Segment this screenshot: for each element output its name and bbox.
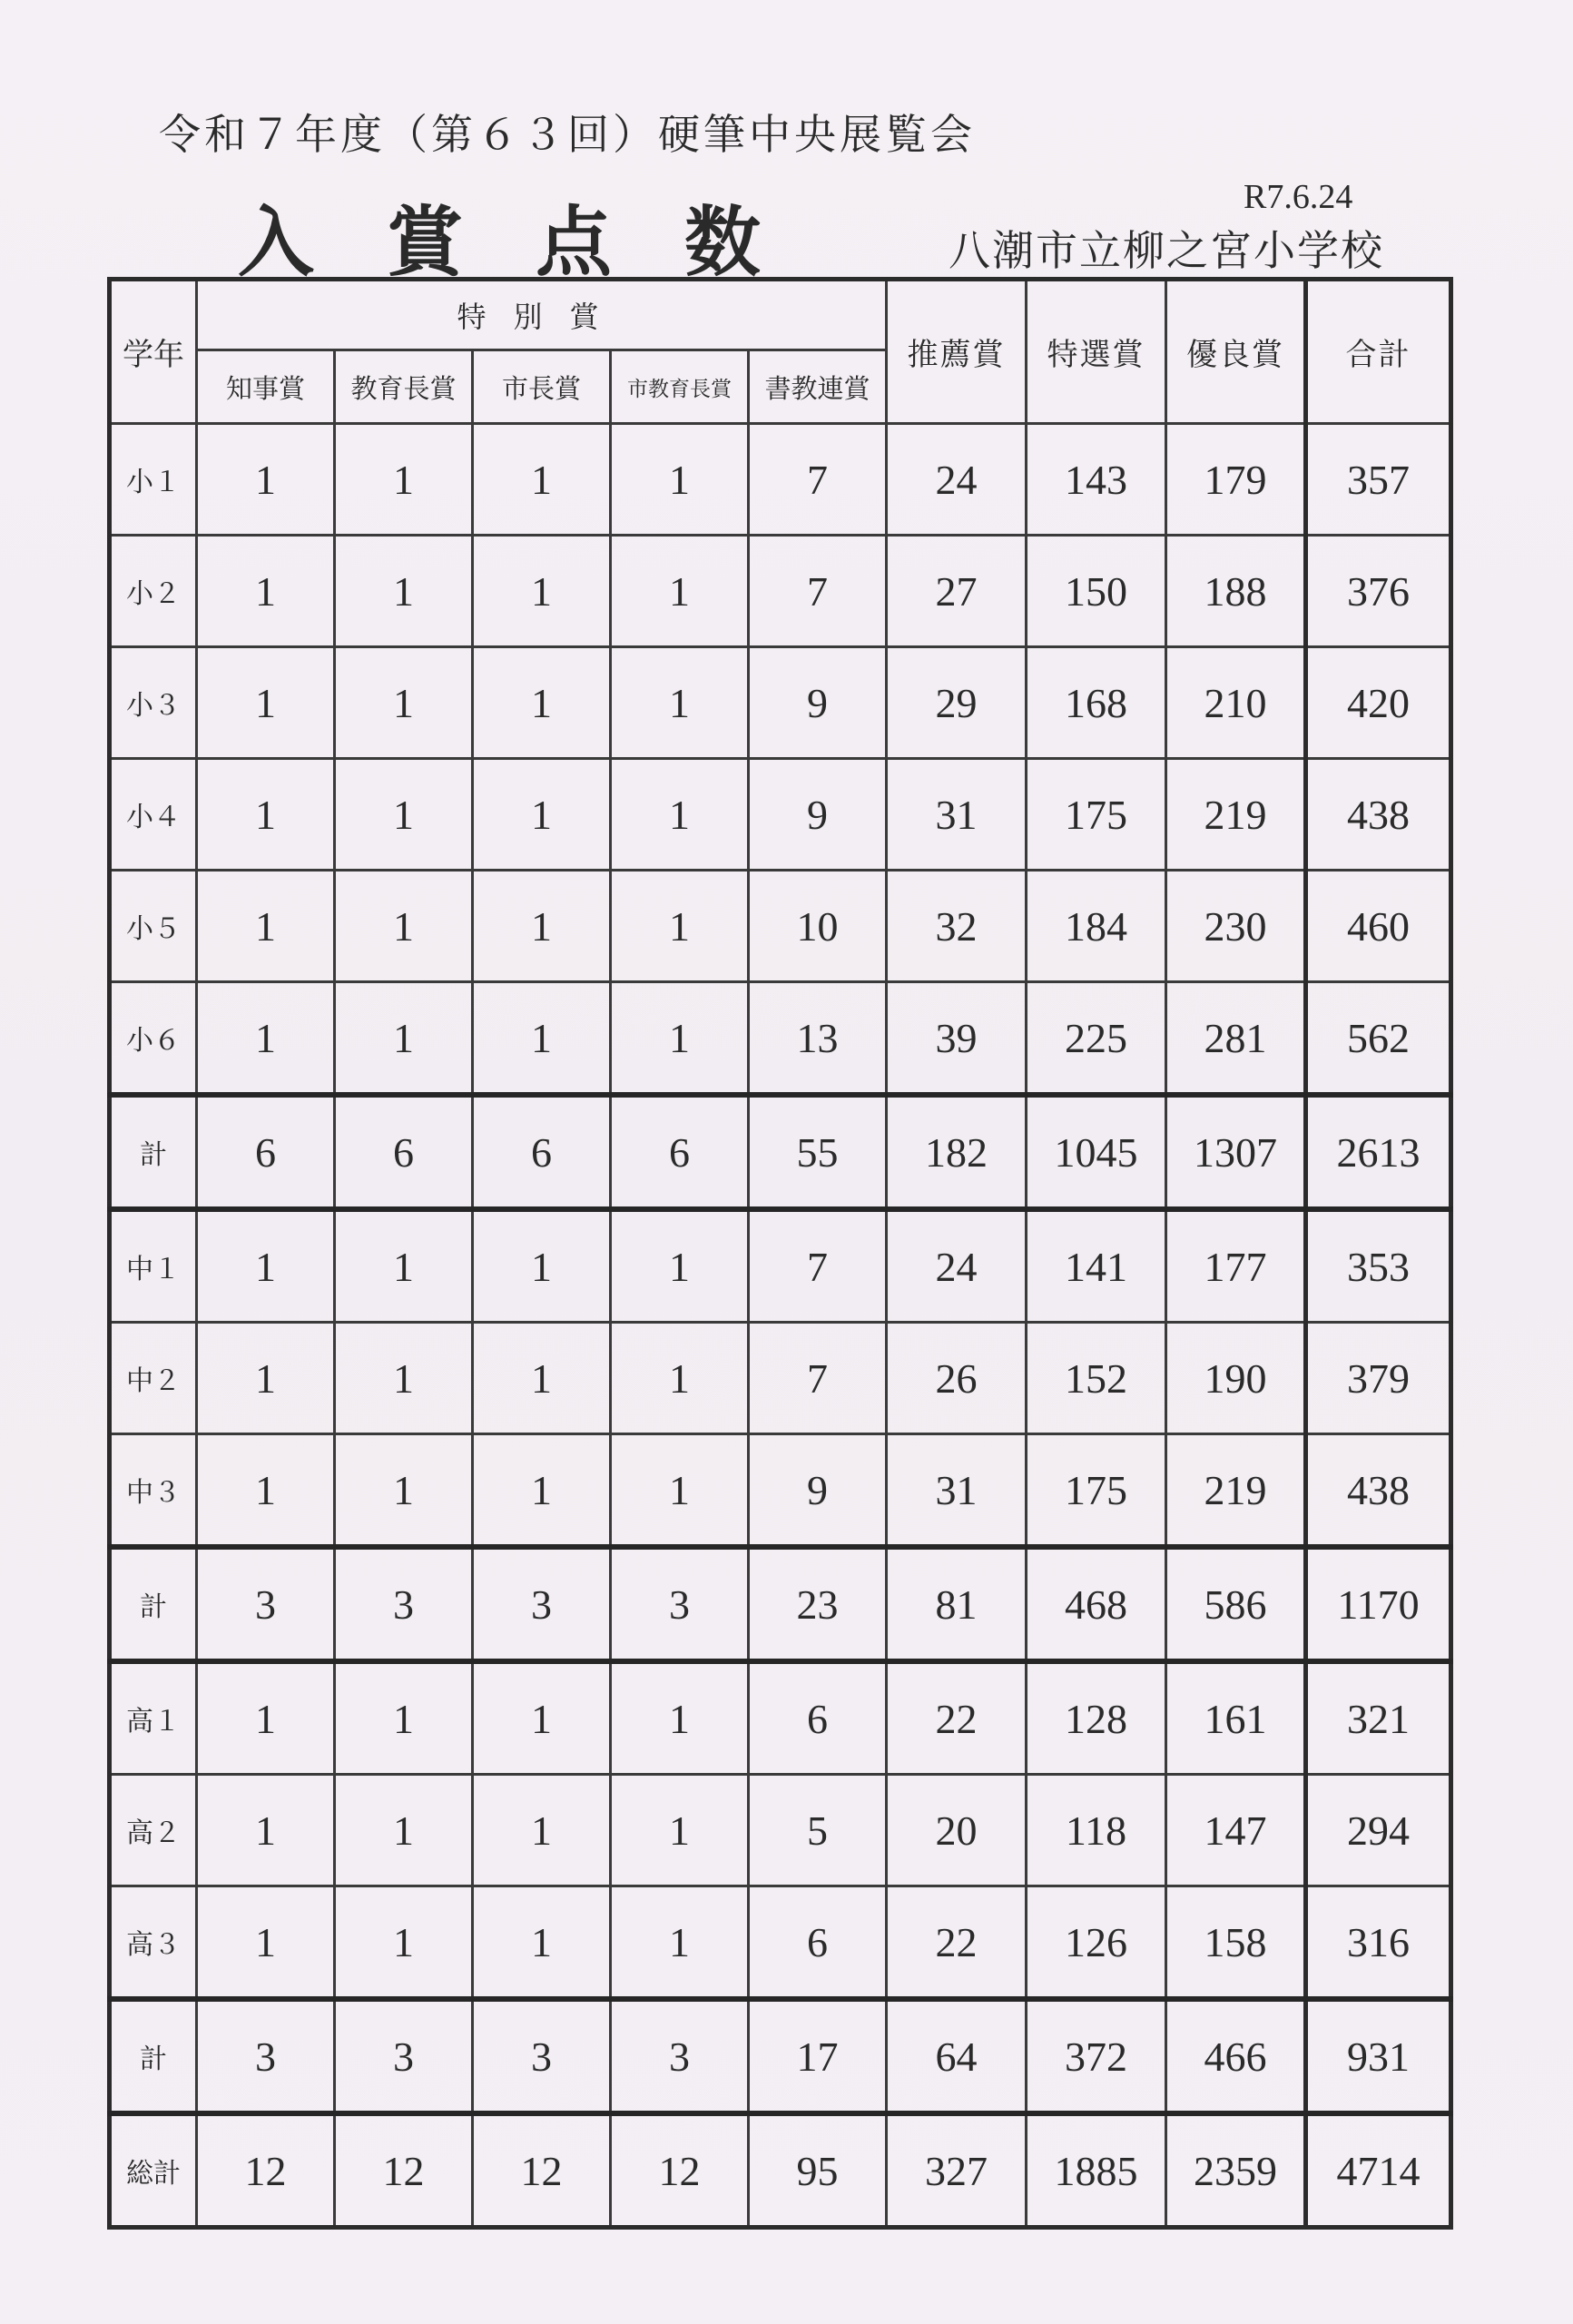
value-cell: 230 (1166, 871, 1306, 982)
value-cell: 327 (887, 2113, 1027, 2228)
table-total-row (110, 2113, 1451, 2228)
table-row (110, 424, 1451, 536)
value-cell: 152 (1027, 1323, 1166, 1434)
value-cell: 1 (197, 982, 335, 1096)
value-cell: 586 (1166, 1547, 1306, 1661)
value-cell: 1 (473, 1323, 611, 1434)
value-cell: 1885 (1027, 2113, 1166, 2228)
value-cell: 1 (197, 647, 335, 759)
value-cell: 1 (335, 1661, 473, 1775)
value-cell: 1 (473, 1434, 611, 1548)
table-row (110, 1775, 1451, 1886)
value-cell: 460 (1306, 871, 1451, 982)
value-cell: 281 (1166, 982, 1306, 1096)
value-cell: 24 (887, 424, 1027, 536)
value-cell: 1 (197, 1434, 335, 1548)
value-cell: 3 (611, 1999, 749, 2113)
value-cell: 1 (611, 1434, 749, 1548)
value-cell: 7 (749, 1323, 887, 1434)
value-cell: 12 (335, 2113, 473, 2228)
grade-cell: 中２ (110, 1323, 197, 1434)
table-row (110, 871, 1451, 982)
value-cell: 1 (611, 424, 749, 536)
value-cell: 158 (1166, 1886, 1306, 2000)
value-cell: 22 (887, 1886, 1027, 2000)
header-total: 合計 (1306, 280, 1451, 424)
value-cell: 17 (749, 1999, 887, 2113)
school-name: 八潮市立柳之宮小学校 (949, 226, 1384, 275)
value-cell: 1 (473, 1661, 611, 1775)
value-cell: 2613 (1306, 1095, 1451, 1209)
table-row (110, 1886, 1451, 2000)
value-cell: 27 (887, 536, 1027, 647)
value-cell: 379 (1306, 1323, 1451, 1434)
value-cell: 118 (1027, 1775, 1166, 1886)
header-governor-award: 知事賞 (197, 350, 335, 424)
header-mayor-award: 市長賞 (473, 350, 611, 424)
header-special-awards: 特別賞 (197, 280, 887, 350)
value-cell: 3 (335, 1547, 473, 1661)
value-cell: 1 (473, 871, 611, 982)
value-cell: 1 (473, 1886, 611, 2000)
value-cell: 1 (197, 871, 335, 982)
value-cell: 95 (749, 2113, 887, 2228)
value-cell: 1 (611, 1886, 749, 2000)
table-row (110, 1661, 1451, 1775)
grade-cell: 小３ (110, 647, 197, 759)
value-cell: 1 (611, 1775, 749, 1886)
awards-table-body (110, 424, 1451, 2228)
table-row (110, 1434, 1451, 1548)
table-row (110, 536, 1451, 647)
value-cell: 12 (611, 2113, 749, 2228)
value-cell: 468 (1027, 1547, 1166, 1661)
value-cell: 128 (1027, 1661, 1166, 1775)
header-excellent-award: 優良賞 (1166, 280, 1306, 424)
grade-cell: 高２ (110, 1775, 197, 1886)
value-cell: 1 (335, 982, 473, 1096)
value-cell: 22 (887, 1661, 1027, 1775)
value-cell: 64 (887, 1999, 1027, 2113)
value-cell: 1170 (1306, 1547, 1451, 1661)
value-cell: 1 (611, 1661, 749, 1775)
value-cell: 2359 (1166, 2113, 1306, 2228)
value-cell: 177 (1166, 1209, 1306, 1323)
value-cell: 4714 (1306, 2113, 1451, 2228)
grade-cell: 中１ (110, 1209, 197, 1323)
grade-cell: 小４ (110, 759, 197, 871)
value-cell: 32 (887, 871, 1027, 982)
header-special-selection-award: 特選賞 (1027, 280, 1166, 424)
value-cell: 438 (1306, 1434, 1451, 1548)
value-cell: 1 (197, 1323, 335, 1434)
value-cell: 126 (1027, 1886, 1166, 2000)
value-cell: 1 (335, 536, 473, 647)
value-cell: 1045 (1027, 1095, 1166, 1209)
value-cell: 1 (611, 982, 749, 1096)
value-cell: 931 (1306, 1999, 1451, 2113)
value-cell: 1 (335, 871, 473, 982)
value-cell: 1 (473, 536, 611, 647)
grade-cell: 高３ (110, 1886, 197, 2000)
value-cell: 353 (1306, 1209, 1451, 1323)
grade-cell: 計 (110, 1999, 197, 2113)
table-total-row (110, 1999, 1451, 2113)
value-cell: 1 (335, 759, 473, 871)
table-row (110, 1323, 1451, 1434)
value-cell: 1 (611, 647, 749, 759)
value-cell: 179 (1166, 424, 1306, 536)
value-cell: 1 (197, 1775, 335, 1886)
value-cell: 9 (749, 647, 887, 759)
table-total-row (110, 1547, 1451, 1661)
header-superintendent-award: 教育長賞 (335, 350, 473, 424)
value-cell: 1 (335, 424, 473, 536)
value-cell: 1 (611, 1323, 749, 1434)
header-city-superintendent-award: 市教育長賞 (611, 350, 749, 424)
value-cell: 141 (1027, 1209, 1166, 1323)
value-cell: 3 (611, 1547, 749, 1661)
header-grade: 学年 (110, 280, 197, 424)
value-cell: 321 (1306, 1661, 1451, 1775)
page-title: 入賞点数 (238, 197, 834, 287)
value-cell: 1 (197, 1209, 335, 1323)
value-cell: 184 (1027, 871, 1166, 982)
table-row (110, 647, 1451, 759)
value-cell: 1 (335, 1209, 473, 1323)
grade-cell: 小５ (110, 871, 197, 982)
value-cell: 438 (1306, 759, 1451, 871)
value-cell: 39 (887, 982, 1027, 1096)
document-date: R7.6.24 (1244, 178, 1353, 216)
header-recommended-award: 推薦賞 (887, 280, 1027, 424)
value-cell: 3 (197, 1547, 335, 1661)
value-cell: 7 (749, 424, 887, 536)
value-cell: 1 (611, 871, 749, 982)
value-cell: 6 (335, 1095, 473, 1209)
value-cell: 143 (1027, 424, 1166, 536)
value-cell: 1307 (1166, 1095, 1306, 1209)
value-cell: 7 (749, 536, 887, 647)
grade-cell: 中３ (110, 1434, 197, 1548)
header-calligraphy-association-award: 書教連賞 (749, 350, 887, 424)
grade-cell: 総計 (110, 2113, 197, 2228)
value-cell: 29 (887, 647, 1027, 759)
value-cell: 10 (749, 871, 887, 982)
value-cell: 3 (197, 1999, 335, 2113)
value-cell: 466 (1166, 1999, 1306, 2113)
value-cell: 1 (611, 536, 749, 647)
value-cell: 225 (1027, 982, 1166, 1096)
value-cell: 219 (1166, 759, 1306, 871)
table-row (110, 759, 1451, 871)
value-cell: 1 (197, 424, 335, 536)
value-cell: 6 (197, 1095, 335, 1209)
value-cell: 20 (887, 1775, 1027, 1886)
value-cell: 175 (1027, 1434, 1166, 1548)
awards-table (107, 277, 1453, 2230)
value-cell: 1 (611, 1209, 749, 1323)
value-cell: 1 (197, 536, 335, 647)
value-cell: 24 (887, 1209, 1027, 1323)
value-cell: 3 (335, 1999, 473, 2113)
value-cell: 23 (749, 1547, 887, 1661)
value-cell: 1 (335, 1434, 473, 1548)
value-cell: 81 (887, 1547, 1027, 1661)
value-cell: 1 (197, 1886, 335, 2000)
value-cell: 210 (1166, 647, 1306, 759)
value-cell: 9 (749, 1434, 887, 1548)
grade-cell: 小６ (110, 982, 197, 1096)
value-cell: 1 (197, 759, 335, 871)
value-cell: 376 (1306, 536, 1451, 647)
grade-cell: 高１ (110, 1661, 197, 1775)
value-cell: 372 (1027, 1999, 1166, 2113)
value-cell: 188 (1166, 536, 1306, 647)
value-cell: 6 (473, 1095, 611, 1209)
value-cell: 168 (1027, 647, 1166, 759)
grade-cell: 小１ (110, 424, 197, 536)
value-cell: 562 (1306, 982, 1451, 1096)
value-cell: 26 (887, 1323, 1027, 1434)
value-cell: 6 (611, 1095, 749, 1209)
value-cell: 1 (335, 647, 473, 759)
value-cell: 182 (887, 1095, 1027, 1209)
value-cell: 294 (1306, 1775, 1451, 1886)
value-cell: 9 (749, 759, 887, 871)
grade-cell: 計 (110, 1095, 197, 1209)
value-cell: 161 (1166, 1661, 1306, 1775)
table-total-row (110, 1095, 1451, 1209)
value-cell: 1 (335, 1886, 473, 2000)
value-cell: 1 (335, 1775, 473, 1886)
value-cell: 1 (473, 759, 611, 871)
value-cell: 1 (473, 982, 611, 1096)
exhibition-subtitle: 令和７年度（第６３回）硬筆中央展覧会 (159, 110, 976, 159)
value-cell: 1 (473, 1209, 611, 1323)
value-cell: 6 (749, 1886, 887, 2000)
value-cell: 5 (749, 1775, 887, 1886)
value-cell: 3 (473, 1999, 611, 2113)
table-row (110, 982, 1451, 1096)
value-cell: 12 (473, 2113, 611, 2228)
value-cell: 1 (473, 647, 611, 759)
value-cell: 190 (1166, 1323, 1306, 1434)
value-cell: 1 (473, 424, 611, 536)
value-cell: 357 (1306, 424, 1451, 536)
value-cell: 316 (1306, 1886, 1451, 2000)
value-cell: 7 (749, 1209, 887, 1323)
value-cell: 31 (887, 759, 1027, 871)
value-cell: 12 (197, 2113, 335, 2228)
value-cell: 420 (1306, 647, 1451, 759)
value-cell: 147 (1166, 1775, 1306, 1886)
value-cell: 6 (749, 1661, 887, 1775)
value-cell: 1 (473, 1775, 611, 1886)
value-cell: 31 (887, 1434, 1027, 1548)
value-cell: 150 (1027, 536, 1166, 647)
table-row (110, 1209, 1451, 1323)
value-cell: 1 (197, 1661, 335, 1775)
value-cell: 175 (1027, 759, 1166, 871)
value-cell: 1 (335, 1323, 473, 1434)
value-cell: 55 (749, 1095, 887, 1209)
value-cell: 3 (473, 1547, 611, 1661)
grade-cell: 小２ (110, 536, 197, 647)
value-cell: 13 (749, 982, 887, 1096)
grade-cell: 計 (110, 1547, 197, 1661)
value-cell: 1 (611, 759, 749, 871)
value-cell: 219 (1166, 1434, 1306, 1548)
